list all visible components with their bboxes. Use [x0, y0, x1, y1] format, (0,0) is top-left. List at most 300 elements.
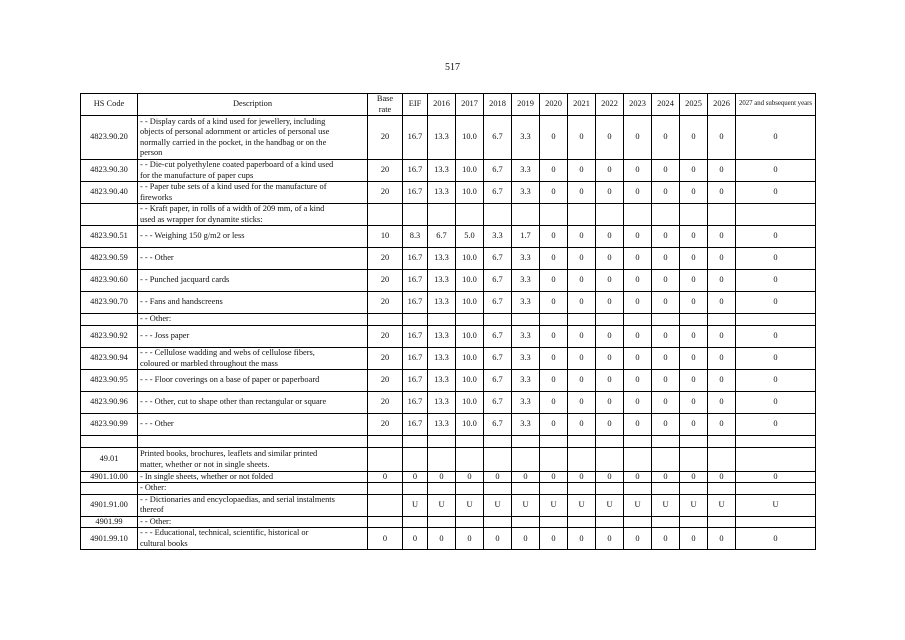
rate-cell-2027-and-subsequent-years: 0 — [736, 248, 816, 270]
rate-cell-2018: 6.7 — [484, 160, 512, 182]
rate-cell-2025: 0 — [680, 226, 708, 248]
rate-cell-2025 — [680, 483, 708, 494]
rate-cell-2025: 0 — [680, 528, 708, 550]
rate-cell-base-rate: 20 — [368, 348, 403, 370]
rate-cell-2020 — [540, 436, 568, 448]
rate-cell-2022 — [596, 314, 624, 326]
rate-cell-eif — [403, 516, 428, 527]
rate-cell-2027-and-subsequent-years: U — [736, 494, 816, 516]
rate-cell-2017: U — [456, 494, 484, 516]
hs-code-cell — [81, 314, 138, 326]
description-cell — [138, 472, 368, 483]
rate-cell-2017: 10.0 — [456, 160, 484, 182]
rate-cell-2025 — [680, 314, 708, 326]
rate-cell-2018 — [484, 483, 512, 494]
rate-cell-2023: 0 — [624, 472, 652, 483]
rate-cell-2016 — [428, 516, 456, 527]
rate-cell-2019 — [512, 314, 540, 326]
table-row — [81, 472, 816, 483]
rate-cell-2022: 0 — [596, 270, 624, 292]
header-2020: 2020 — [540, 94, 568, 116]
rate-cell-2020: 0 — [540, 392, 568, 414]
description-line: - - Paper tube sets of a kind used for the manufacture of — [140, 182, 327, 192]
rate-cell-base-rate — [368, 516, 403, 527]
header-base-rate: Base rate — [368, 94, 403, 116]
rate-cell-2017: 10.0 — [456, 392, 484, 414]
rate-cell-2023: 0 — [624, 226, 652, 248]
header-2024: 2024 — [652, 94, 680, 116]
rate-cell-2017: 10.0 — [456, 292, 484, 314]
description-cell — [138, 414, 368, 436]
hs-code-cell: 4823.90.60 — [81, 270, 138, 292]
rate-cell-2026: 0 — [708, 116, 736, 160]
rate-cell-eif: 16.7 — [403, 326, 428, 348]
rate-cell-base-rate: 10 — [368, 226, 403, 248]
rate-cell-eif — [403, 483, 428, 494]
rate-cell-2025 — [680, 204, 708, 226]
description-line: objects of personal adornment or articles of personal use — [140, 127, 330, 137]
description-line: for the manufacture of paper cups — [140, 170, 254, 180]
rate-cell-2021: 0 — [568, 116, 596, 160]
description-line: coloured or marbled throughout the mass — [140, 358, 278, 368]
rate-cell-2027-and-subsequent-years — [736, 314, 816, 326]
rate-cell-2026 — [708, 516, 736, 527]
rate-cell-2018 — [484, 436, 512, 448]
rate-cell-2026: U — [708, 494, 736, 516]
rate-cell-2021: 0 — [568, 160, 596, 182]
table-row — [81, 182, 816, 204]
rate-cell-2022 — [596, 516, 624, 527]
description-cell — [138, 226, 368, 248]
rate-cell-2025: U — [680, 494, 708, 516]
rate-cell-2017: 10.0 — [456, 370, 484, 392]
rate-cell-2025: 0 — [680, 116, 708, 160]
rate-cell-eif: U — [403, 494, 428, 516]
rate-cell-2016: 13.3 — [428, 348, 456, 370]
rate-cell-2016: 6.7 — [428, 226, 456, 248]
rate-cell-2018: 0 — [484, 528, 512, 550]
rate-cell-2023: 0 — [624, 160, 652, 182]
rate-cell-eif: 16.7 — [403, 182, 428, 204]
rate-cell-2016: 13.3 — [428, 326, 456, 348]
table-row — [81, 248, 816, 270]
rate-cell-base-rate — [368, 436, 403, 448]
rate-cell-2020: 0 — [540, 414, 568, 436]
header-2023: 2023 — [624, 94, 652, 116]
rate-cell-base-rate — [368, 483, 403, 494]
description-line: - - - Other, cut to shape other than rectangular or square — [140, 397, 327, 407]
description-cell — [138, 204, 368, 226]
hs-code-cell: 4901.91.00 — [81, 494, 138, 516]
description-cell — [138, 182, 368, 204]
table-row — [81, 448, 816, 472]
rate-cell-2021 — [568, 436, 596, 448]
rate-cell-2025: 0 — [680, 326, 708, 348]
rate-cell-2019: 3.3 — [512, 116, 540, 160]
rate-cell-2020: 0 — [540, 226, 568, 248]
description-line: - - - Other — [140, 419, 174, 429]
hs-code-cell: 4823.90.94 — [81, 348, 138, 370]
rate-cell-eif: 16.7 — [403, 292, 428, 314]
rate-cell-2027-and-subsequent-years: 0 — [736, 160, 816, 182]
rate-cell-2021: 0 — [568, 248, 596, 270]
rate-cell-2019: 3.3 — [512, 270, 540, 292]
hs-code-cell: 4823.90.30 — [81, 160, 138, 182]
description-line: - - Kraft paper, in rolls of a width of 209 mm, of a kind — [140, 204, 325, 214]
rate-cell-2023: 0 — [624, 270, 652, 292]
rate-cell-2019: 0 — [512, 472, 540, 483]
rate-cell-base-rate: 20 — [368, 182, 403, 204]
rate-cell-2021: 0 — [568, 182, 596, 204]
rate-cell-2016: 13.3 — [428, 116, 456, 160]
rate-cell-2023: 0 — [624, 370, 652, 392]
rate-cell-2025: 0 — [680, 370, 708, 392]
rate-cell-2023: 0 — [624, 414, 652, 436]
page-number: 517 — [445, 62, 460, 73]
rate-cell-2016: 0 — [428, 528, 456, 550]
rate-cell-2024: 0 — [652, 326, 680, 348]
hs-code-cell: 49.01 — [81, 448, 138, 472]
table-row — [81, 314, 816, 326]
rate-cell-2022: 0 — [596, 116, 624, 160]
hs-code-cell — [81, 483, 138, 494]
description-line: - - - Cellulose wadding and webs of cellulose fibers, — [140, 348, 315, 358]
rate-cell-2020: 0 — [540, 248, 568, 270]
rate-cell-2019: U — [512, 494, 540, 516]
rate-cell-2024: 0 — [652, 414, 680, 436]
rate-cell-2019 — [512, 448, 540, 472]
rate-cell-2025 — [680, 516, 708, 527]
rate-cell-2019: 3.3 — [512, 348, 540, 370]
rate-cell-2025: 0 — [680, 414, 708, 436]
tariff-schedule-table — [80, 93, 816, 550]
hs-code-cell — [81, 436, 138, 448]
header-2025: 2025 — [680, 94, 708, 116]
rate-cell-eif — [403, 436, 428, 448]
description-line: normally carried in the pocket, in the handbag or on the — [140, 137, 327, 147]
hs-code-cell: 4901.10.00 — [81, 472, 138, 483]
rate-cell-2024 — [652, 314, 680, 326]
rate-cell-2026: 0 — [708, 182, 736, 204]
rate-cell-2017 — [456, 314, 484, 326]
rate-cell-2023 — [624, 314, 652, 326]
rate-cell-2017: 10.0 — [456, 326, 484, 348]
rate-cell-2024: 0 — [652, 392, 680, 414]
table-row — [81, 326, 816, 348]
description-line: - - Dictionaries and encyclopaedias, and serial instalments — [140, 494, 335, 504]
description-line: Printed books, brochures, leaflets and similar printed — [140, 449, 318, 459]
rate-cell-base-rate — [368, 314, 403, 326]
rate-cell-2017: 10.0 — [456, 182, 484, 204]
rate-cell-base-rate: 20 — [368, 248, 403, 270]
rate-cell-2022: U — [596, 494, 624, 516]
rate-cell-2019: 3.3 — [512, 370, 540, 392]
description-cell — [138, 348, 368, 370]
rate-cell-2022: 0 — [596, 292, 624, 314]
header-2017: 2017 — [456, 94, 484, 116]
rate-cell-2016: 13.3 — [428, 292, 456, 314]
rate-cell-2019: 3.3 — [512, 392, 540, 414]
rate-cell-2019: 0 — [512, 528, 540, 550]
rate-cell-2023: U — [624, 494, 652, 516]
rate-cell-2022 — [596, 483, 624, 494]
rate-cell-2020 — [540, 483, 568, 494]
rate-cell-2025: 0 — [680, 160, 708, 182]
rate-cell-2023: 0 — [624, 292, 652, 314]
table-row — [81, 348, 816, 370]
rate-cell-2017: 10.0 — [456, 348, 484, 370]
rate-cell-2020: 0 — [540, 270, 568, 292]
rate-cell-eif — [403, 448, 428, 472]
table-row — [81, 270, 816, 292]
rate-cell-2018: 6.7 — [484, 270, 512, 292]
rate-cell-2017 — [456, 516, 484, 527]
rate-cell-2020: 0 — [540, 370, 568, 392]
rate-cell-2018: 6.7 — [484, 116, 512, 160]
rate-cell-base-rate: 0 — [368, 472, 403, 483]
rate-cell-eif: 16.7 — [403, 160, 428, 182]
rate-cell-2020: 0 — [540, 160, 568, 182]
rate-cell-2027-and-subsequent-years: 0 — [736, 370, 816, 392]
rate-cell-2021 — [568, 483, 596, 494]
rate-cell-2024: 0 — [652, 116, 680, 160]
rate-cell-2019 — [512, 204, 540, 226]
rate-cell-2027-and-subsequent-years: 0 — [736, 472, 816, 483]
hs-code-cell — [81, 204, 138, 226]
rate-cell-2024: 0 — [652, 472, 680, 483]
rate-cell-2022: 0 — [596, 472, 624, 483]
hs-code-cell: 4901.99 — [81, 516, 138, 527]
rate-cell-base-rate: 20 — [368, 326, 403, 348]
rate-cell-2019: 3.3 — [512, 182, 540, 204]
rate-cell-2026: 0 — [708, 160, 736, 182]
rate-cell-2023: 0 — [624, 392, 652, 414]
rate-cell-2019: 3.3 — [512, 414, 540, 436]
rate-cell-2023 — [624, 436, 652, 448]
rate-cell-2017: 10.0 — [456, 248, 484, 270]
description-line: - - Other: — [140, 516, 172, 526]
rate-cell-eif: 0 — [403, 472, 428, 483]
rate-cell-2024 — [652, 448, 680, 472]
rate-cell-2026 — [708, 204, 736, 226]
description-line: - - - Joss paper — [140, 331, 190, 341]
rate-cell-2022: 0 — [596, 248, 624, 270]
rate-cell-2026: 0 — [708, 392, 736, 414]
table-row — [81, 370, 816, 392]
description-line: - - - Weighing 150 g/m2 or less — [140, 231, 245, 241]
rate-cell-2022 — [596, 204, 624, 226]
rate-cell-2026: 0 — [708, 248, 736, 270]
rate-cell-2026: 0 — [708, 370, 736, 392]
hs-code-cell: 4823.90.51 — [81, 226, 138, 248]
rate-cell-2017 — [456, 483, 484, 494]
rate-cell-2021: 0 — [568, 472, 596, 483]
rate-cell-2016 — [428, 436, 456, 448]
rate-cell-2017 — [456, 204, 484, 226]
rate-cell-2016 — [428, 483, 456, 494]
rate-cell-2023: 0 — [624, 528, 652, 550]
rate-cell-2018: 6.7 — [484, 392, 512, 414]
rate-cell-2024 — [652, 516, 680, 527]
description-line: matter, whether or not in single sheets. — [140, 459, 270, 469]
rate-cell-2016: 13.3 — [428, 270, 456, 292]
rate-cell-2021: 0 — [568, 292, 596, 314]
rate-cell-2025: 0 — [680, 270, 708, 292]
rate-cell-eif: 0 — [403, 528, 428, 550]
table-row — [81, 483, 816, 494]
rate-cell-2022: 0 — [596, 182, 624, 204]
rate-cell-2026 — [708, 448, 736, 472]
rate-cell-2018: 6.7 — [484, 248, 512, 270]
rate-cell-2018: 6.7 — [484, 370, 512, 392]
header-2022: 2022 — [596, 94, 624, 116]
rate-cell-2021: 0 — [568, 270, 596, 292]
rate-cell-eif: 16.7 — [403, 392, 428, 414]
rate-cell-base-rate: 20 — [368, 116, 403, 160]
rate-cell-2019 — [512, 516, 540, 527]
rate-cell-2026: 0 — [708, 292, 736, 314]
rate-cell-2021: 0 — [568, 348, 596, 370]
rate-cell-2016: 13.3 — [428, 370, 456, 392]
rate-cell-2019: 3.3 — [512, 326, 540, 348]
rate-cell-base-rate: 20 — [368, 292, 403, 314]
table-row — [81, 494, 816, 516]
rate-cell-2024: 0 — [652, 370, 680, 392]
rate-cell-2023 — [624, 483, 652, 494]
rate-cell-2026: 0 — [708, 270, 736, 292]
rate-cell-2025: 0 — [680, 248, 708, 270]
hs-code-cell: 4823.90.95 — [81, 370, 138, 392]
rate-cell-2024: 0 — [652, 182, 680, 204]
rate-cell-eif: 16.7 — [403, 116, 428, 160]
rate-cell-2027-and-subsequent-years — [736, 483, 816, 494]
rate-cell-2024: 0 — [652, 160, 680, 182]
rate-cell-2020: 0 — [540, 528, 568, 550]
rate-cell-2027-and-subsequent-years — [736, 516, 816, 527]
rate-cell-2024: 0 — [652, 348, 680, 370]
rate-cell-2023 — [624, 516, 652, 527]
rate-cell-2016: 13.3 — [428, 414, 456, 436]
rate-cell-base-rate: 20 — [368, 414, 403, 436]
table-row — [81, 292, 816, 314]
rate-cell-2021 — [568, 204, 596, 226]
description-cell — [138, 248, 368, 270]
rate-cell-2022: 0 — [596, 348, 624, 370]
description-line: - - - Educational, technical, scientific, historical or — [140, 528, 309, 538]
header-description: Description — [138, 94, 368, 116]
rate-cell-2024: U — [652, 494, 680, 516]
rate-cell-2017 — [456, 436, 484, 448]
rate-cell-2017: 10.0 — [456, 414, 484, 436]
rate-cell-2021 — [568, 314, 596, 326]
rate-cell-2019 — [512, 483, 540, 494]
rate-cell-2021 — [568, 516, 596, 527]
rate-cell-2023: 0 — [624, 116, 652, 160]
rate-cell-eif: 16.7 — [403, 270, 428, 292]
rate-cell-2027-and-subsequent-years: 0 — [736, 270, 816, 292]
rate-cell-base-rate: 20 — [368, 370, 403, 392]
rate-cell-2018 — [484, 314, 512, 326]
rate-cell-2020: 0 — [540, 348, 568, 370]
hs-code-cell: 4823.90.96 — [81, 392, 138, 414]
rate-cell-2027-and-subsequent-years: 0 — [736, 326, 816, 348]
header-2018: 2018 — [484, 94, 512, 116]
rate-cell-2027-and-subsequent-years: 0 — [736, 182, 816, 204]
rate-cell-2016: U — [428, 494, 456, 516]
description-line: used as wrapper for dynamite sticks: — [140, 214, 263, 224]
rate-cell-2022: 0 — [596, 370, 624, 392]
rate-cell-2022: 0 — [596, 160, 624, 182]
table-row — [81, 414, 816, 436]
rate-cell-2024: 0 — [652, 292, 680, 314]
rate-cell-2019: 3.3 — [512, 160, 540, 182]
rate-cell-2026: 0 — [708, 472, 736, 483]
description-cell — [138, 326, 368, 348]
table-body — [81, 116, 816, 550]
rate-cell-eif: 8.3 — [403, 226, 428, 248]
rate-cell-2024 — [652, 436, 680, 448]
table-row — [81, 392, 816, 414]
rate-cell-2027-and-subsequent-years: 0 — [736, 116, 816, 160]
rate-cell-2027-and-subsequent-years — [736, 204, 816, 226]
description-cell — [138, 436, 368, 448]
header-hs-code: HS Code — [81, 94, 138, 116]
hs-code-cell: 4823.90.40 — [81, 182, 138, 204]
table-row — [81, 516, 816, 527]
header-2026: 2026 — [708, 94, 736, 116]
rate-cell-2016 — [428, 448, 456, 472]
description-cell — [138, 116, 368, 160]
rate-cell-2023: 0 — [624, 326, 652, 348]
rate-cell-2019: 3.3 — [512, 292, 540, 314]
rate-cell-2026 — [708, 314, 736, 326]
rate-cell-2027-and-subsequent-years: 0 — [736, 226, 816, 248]
rate-cell-2021: 0 — [568, 226, 596, 248]
rate-cell-2020: 0 — [540, 472, 568, 483]
rate-cell-2026 — [708, 483, 736, 494]
rate-cell-2027-and-subsequent-years — [736, 448, 816, 472]
header-row — [81, 94, 816, 116]
rate-cell-2017: 10.0 — [456, 116, 484, 160]
table-row — [81, 116, 816, 160]
rate-cell-2018: 6.7 — [484, 182, 512, 204]
rate-cell-base-rate: 20 — [368, 270, 403, 292]
rate-cell-eif: 16.7 — [403, 248, 428, 270]
rate-cell-2020 — [540, 204, 568, 226]
rate-cell-2025: 0 — [680, 292, 708, 314]
hs-code-cell: 4823.90.99 — [81, 414, 138, 436]
rate-cell-2021: 0 — [568, 528, 596, 550]
rate-cell-2026 — [708, 436, 736, 448]
rate-cell-2024: 0 — [652, 248, 680, 270]
rate-cell-2018 — [484, 516, 512, 527]
rate-cell-base-rate — [368, 204, 403, 226]
table-row — [81, 436, 816, 448]
rate-cell-2027-and-subsequent-years — [736, 436, 816, 448]
rate-cell-2024 — [652, 204, 680, 226]
rate-cell-2019 — [512, 436, 540, 448]
rate-cell-2021: 0 — [568, 326, 596, 348]
description-cell — [138, 448, 368, 472]
rate-cell-2016: 0 — [428, 472, 456, 483]
rate-cell-2017: 5.0 — [456, 226, 484, 248]
description-line: - - Die-cut polyethylene coated paperboard of a kind used — [140, 160, 334, 170]
rate-cell-2016 — [428, 314, 456, 326]
rate-cell-2025: 0 — [680, 182, 708, 204]
rate-cell-2018: 0 — [484, 472, 512, 483]
rate-cell-2017: 0 — [456, 472, 484, 483]
rate-cell-2018: U — [484, 494, 512, 516]
